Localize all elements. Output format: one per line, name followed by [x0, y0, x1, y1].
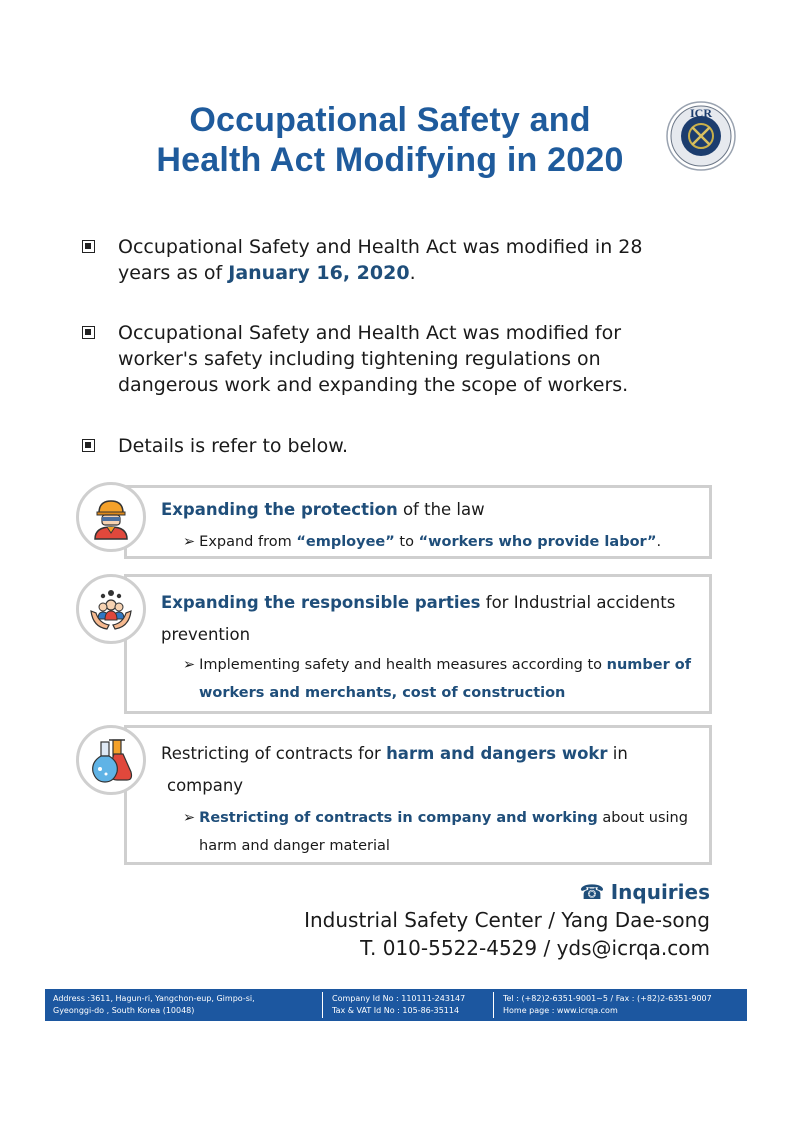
detail-box-contracts	[124, 725, 712, 865]
box-2-sub-bold: number of	[606, 657, 692, 673]
footer-tax-id: Tax & VAT Id No : 105-86-35114	[332, 1006, 460, 1015]
box-1-heading-bold: Expanding the protection	[161, 500, 398, 519]
icr-logo	[666, 101, 736, 171]
footer-bar	[45, 989, 747, 1021]
box-1-sub-bold-2: “workers who provide labor”	[418, 534, 657, 550]
inquiries-title: Inquiries	[610, 880, 710, 904]
box-3-sub-rest: about using	[597, 810, 688, 826]
arrow-bullet-icon: ➢	[183, 534, 196, 550]
bullet-1-period: .	[409, 262, 416, 284]
bullet-1-date: January 16, 2020	[228, 262, 410, 284]
square-bullet-icon	[82, 326, 95, 339]
footer-homepage: Home page : www.icrqa.com	[503, 1006, 618, 1015]
detail-box-protection	[124, 485, 712, 559]
box-1-sub-bold-1: “employee”	[296, 534, 395, 550]
box-3-sub-line2: harm and danger material	[199, 838, 390, 854]
page-title	[120, 100, 660, 180]
logo-text: ICR	[689, 106, 713, 120]
square-bullet-icon	[82, 439, 95, 452]
box-2-sub-pre: Implementing safety and health measures according to	[199, 657, 607, 673]
hands-people-icon-circle	[76, 574, 146, 644]
arrow-bullet-icon: ➢	[183, 657, 196, 673]
box-1-sub-mid: to	[394, 534, 419, 550]
hands-people-icon	[87, 585, 135, 633]
box-2-sub-line2: workers and merchants, cost of construction	[199, 685, 566, 701]
footer-address-1: Address :3611, Hagun-ri, Yangchon-eup, Gimpo-si,	[53, 994, 255, 1003]
footer-tel-fax: Tel : (+82)2-6351-9001~5 / Fax : (+82)2-6351-9007	[503, 994, 712, 1003]
box-3-heading-bold: harm and dangers wokr	[386, 744, 608, 763]
box-3-sub-bold: Restricting of contracts in company and working	[199, 810, 598, 826]
title-line-2: Health Act Modifying in 2020	[156, 141, 624, 179]
inquiries-block	[304, 878, 710, 962]
box-1-heading-rest: of the law	[397, 500, 485, 519]
footer-address-2: Gyeonggi-do , South Korea (10048)	[53, 1006, 195, 1015]
box-3-heading-rest: in	[607, 744, 628, 763]
title-line-1: Occupational Safety and	[189, 101, 591, 139]
bullet-1	[82, 234, 692, 286]
inquiries-contact-name: Industrial Safety Center / Yang Dae-song	[304, 908, 710, 932]
arrow-bullet-icon: ➢	[183, 810, 196, 826]
footer-divider	[493, 992, 494, 1018]
worker-hardhat-icon-circle	[76, 482, 146, 552]
box-3-heading-pre: Restricting of contracts for	[161, 744, 387, 763]
footer-divider	[322, 992, 323, 1018]
inquiries-contact-info: T. 010-5522-4529 / yds@icrqa.com	[360, 936, 710, 960]
bullet-3	[82, 433, 692, 459]
detail-box-responsible-parties	[124, 574, 712, 714]
worker-hardhat-icon	[87, 493, 135, 541]
phone-icon: ☎	[579, 880, 605, 904]
box-2-heading-rest: for Industrial accidents	[480, 593, 676, 612]
box-1-sub-pre: Expand from	[199, 534, 297, 550]
chemical-flask-icon-circle	[76, 725, 146, 795]
box-2-heading-line2: prevention	[161, 625, 251, 644]
square-bullet-icon	[82, 240, 95, 253]
box-3-heading-line2: company	[167, 776, 244, 795]
bullet-3-text: Details is refer to below.	[118, 435, 349, 457]
bullet-2	[82, 320, 662, 398]
bullet-1-text: Occupational Safety and Health Act was modified in 28 years as of	[118, 236, 643, 284]
chemical-flask-icon	[87, 736, 135, 784]
box-2-heading-bold: Expanding the responsible parties	[161, 593, 481, 612]
footer-company-id: Company Id No : 110111-243147	[332, 994, 466, 1003]
bullet-2-text: Occupational Safety and Health Act was modified for worker's safety including tightening regulations on dangerous work and expanding the scope of workers.	[118, 322, 629, 396]
box-1-sub-post: .	[656, 534, 662, 550]
